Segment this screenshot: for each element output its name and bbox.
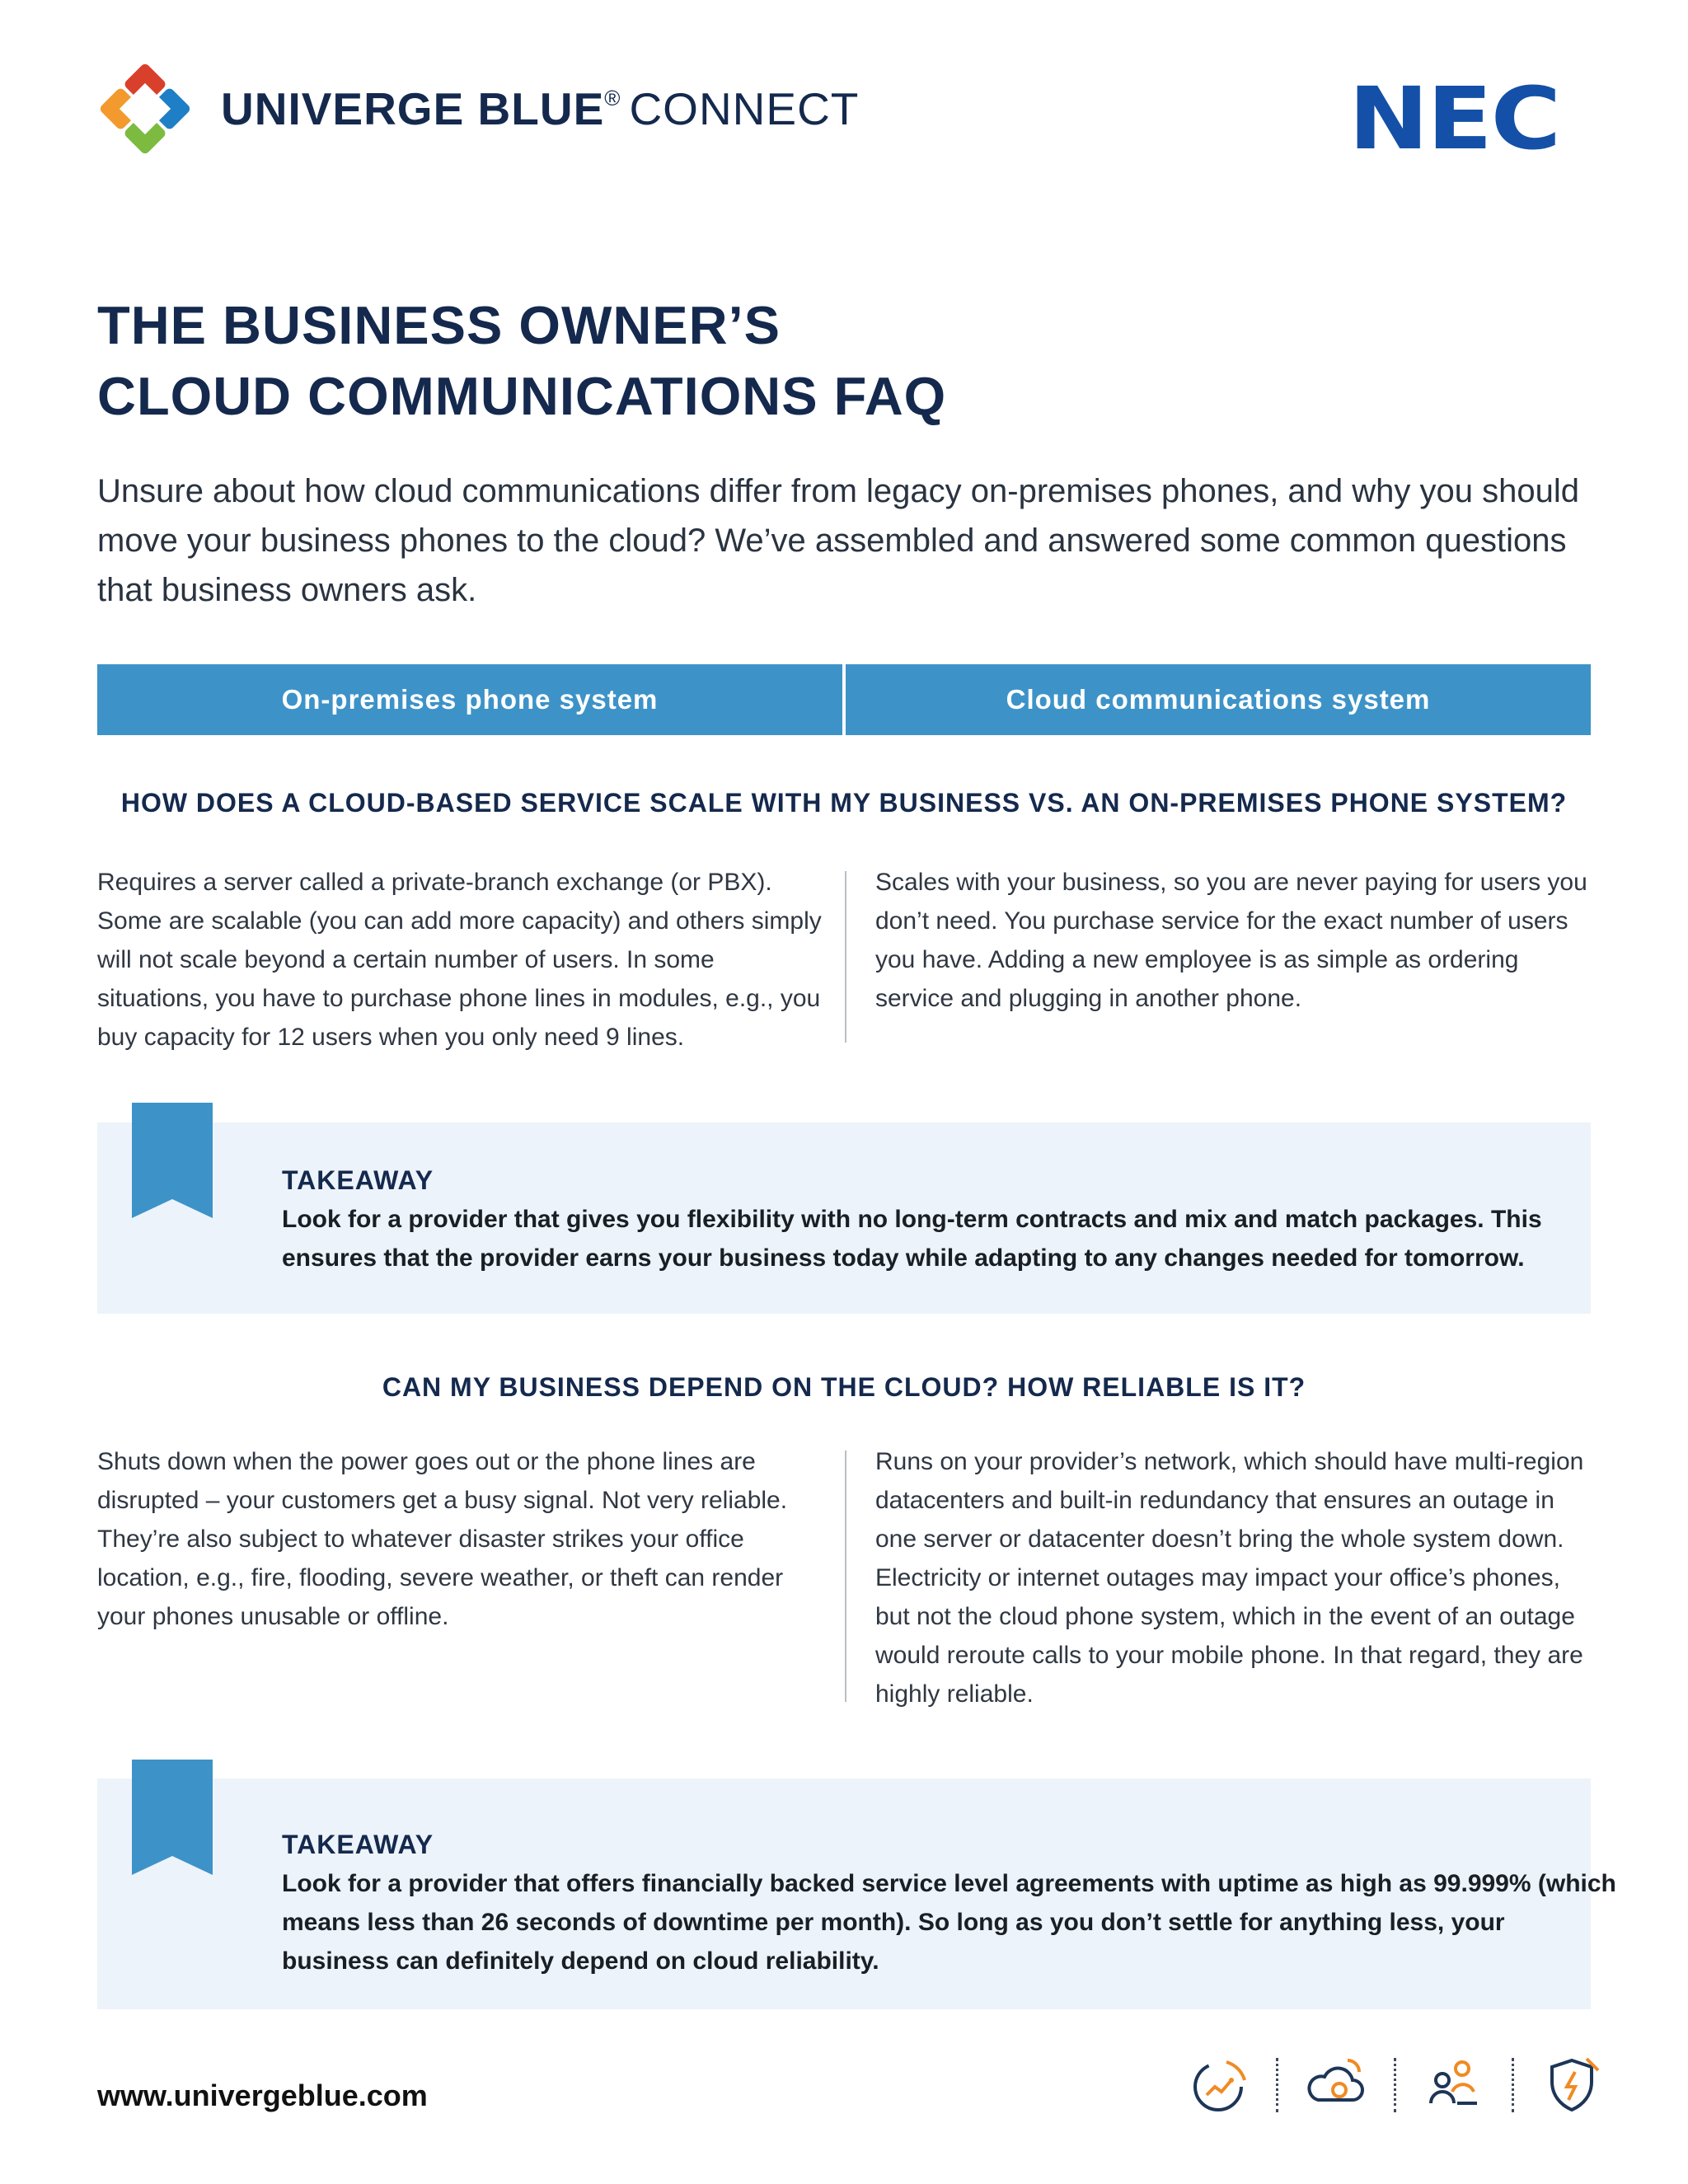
- icon-separator: [1394, 2058, 1396, 2112]
- brand-logo: [97, 61, 859, 157]
- column-separator: [845, 871, 846, 1043]
- bookmark-ribbon-icon: [132, 1103, 213, 1218]
- takeaway-label: TAKEAWAY: [282, 1830, 434, 1859]
- answer-cloud: Scales with your business, so you are never paying for users you don’t need. You purchase service for the exact number of users you have. Adding a new employee is as simple as ordering service and plugging in another phone.: [875, 869, 1587, 1012]
- cloud-gear-icon: [1303, 2052, 1369, 2118]
- question-heading: CAN MY BUSINESS DEPEND ON THE CLOUD? HOW RELIABLE IS IT?: [382, 1372, 1306, 1402]
- team-sync-icon: [1421, 2052, 1487, 2118]
- nec-logo: NEC: [1348, 68, 1559, 169]
- takeaway-label: TAKEAWAY: [282, 1165, 434, 1195]
- growth-cycle-icon: [1185, 2052, 1251, 2118]
- security-shield-icon: [1539, 2052, 1605, 2118]
- question-heading: HOW DOES A CLOUD-BASED SERVICE SCALE WITH MY BUSINESS VS. AN ON-PREMISES PHONE SYSTEM?: [120, 788, 1568, 818]
- brand-name: UNIVERGE BLUE® CONNECT: [221, 83, 860, 134]
- diamond-logo-icon: [97, 61, 193, 157]
- comparison-header: [97, 664, 1591, 735]
- page-title: THE BUSINESS OWNER’S CLOUD COMMUNICATIONS FAQ: [97, 295, 947, 426]
- column-heading-cloud: Cloud communications system: [1006, 684, 1431, 715]
- answer-on-premises: Requires a server called a private-branch exchange (or PBX). Some are scalable (you can add more capacity) and others simply will not scale beyond a certain number of users. In some situations, you have to purchase phone lines in modules, e.g., you buy capacity for 12 users when you only need 9 lines.: [97, 869, 822, 1051]
- answer-cloud: Runs on your provider’s network, which should have multi-region datacenters and built-in redundancy that ensures an outage in one server or datacenter doesn’t bring the whole system down. Electricity or internet outages may impact your office’s phones, but not the cloud phone system, which in the event of an outage would reroute calls to your mobile phone. In that regard, they are highly reliable.: [875, 1448, 1584, 1708]
- column-separator: [845, 1451, 846, 1702]
- column-heading-on-premises: On-premises phone system: [281, 684, 659, 715]
- takeaway-text: Look for a provider that gives you flexibility with no long-term contracts and mix and match packages. This ensures that the provider earns your business today while adapting to any changes needed for tomorrow.: [282, 1206, 1542, 1272]
- icon-separator: [1512, 2058, 1514, 2112]
- website-link[interactable]: www.univergeblue.com: [97, 2079, 428, 2112]
- answer-on-premises: Shuts down when the power goes out or the phone lines are disrupted – your customers get a busy signal. Not very reliable. They’re also subject to whatever disaster strikes your office location, e.g., fire, flooding, severe weather, or theft can render your phones unusable or offline.: [97, 1448, 788, 1630]
- icon-separator: [1276, 2058, 1278, 2112]
- footer-icon-row: [1185, 2052, 1605, 2118]
- takeaway-text: Look for a provider that offers financially backed service level agreements with uptime as high as 99.999% (which means less than 26 seconds of downtime per month). So long as you don’t settle for anything less, your business can definitely depend on cloud reliability.: [282, 1870, 1616, 1975]
- bookmark-ribbon-icon: [132, 1760, 213, 1875]
- intro-paragraph: Unsure about how cloud communications differ from legacy on-premises phones, and why you should move your business phones to the cloud? We’ve assembled and answered some common questions that business owners ask.: [97, 473, 1580, 608]
